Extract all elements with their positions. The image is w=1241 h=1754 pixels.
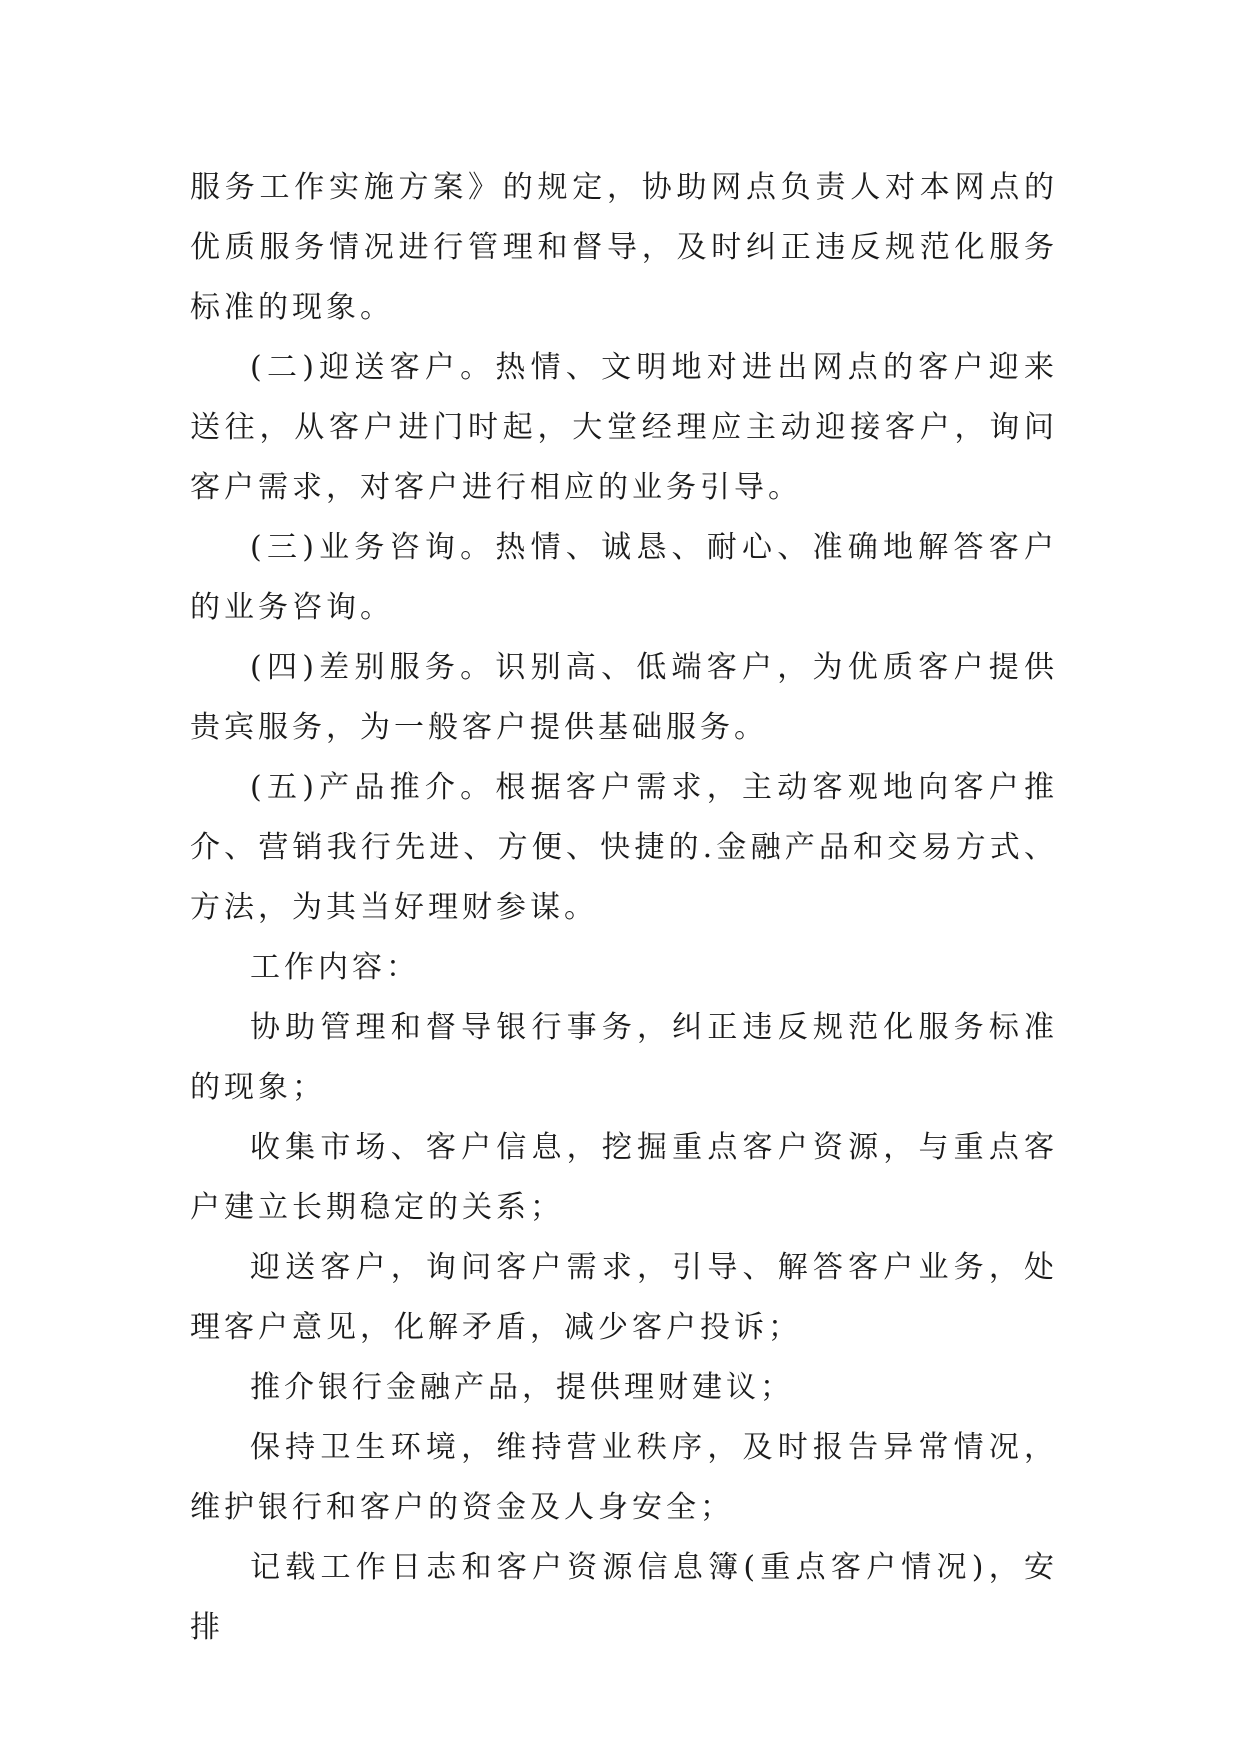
paragraph-duty-collect-info: 收集市场、客户信息，挖掘重点客户资源，与重点客户建立长期稳定的关系； [190, 1130, 1058, 1225]
paragraph-duty-supervision: 协助管理和督导银行事务，纠正违反规范化服务标准的现象； [190, 1010, 1058, 1105]
paragraph-greeting-customers: (二)迎送客户。热情、文明地对进出网点的客户迎来送往，从客户进门时起，大堂经理应主动迎接客户，询问客户需求，对客户进行相应的业务引导。 [190, 350, 1058, 505]
document-body [190, 158, 1058, 1658]
paragraph-duty-order: 保持卫生环境，维持营业秩序，及时报告异常情况，维护银行和客户的资金及人身安全； [190, 1430, 1058, 1525]
paragraph-differentiated-service: (四)差别服务。识别高、低端客户，为优质客户提供贵宾服务，为一般客户提供基础服务。 [190, 650, 1058, 745]
paragraph-duty-greet: 迎送客户，询问客户需求，引导、解答客户业务，处理客户意见，化解矛盾，减少客户投诉； [190, 1250, 1058, 1345]
paragraph-continued: 服务工作实施方案》的规定，协助网点负责人对本网点的优质服务情况进行管理和督导，及时纠正违反规范化服务标准的现象。 [190, 170, 1058, 325]
paragraph-business-consulting: (三)业务咨询。热情、诚恳、耐心、准确地解答客户的业务咨询。 [190, 530, 1058, 625]
paragraph-work-content-heading: 工作内容： [250, 950, 420, 985]
paragraph-duty-recommend: 推介银行金融产品，提供理财建议； [250, 1370, 794, 1405]
paragraph-product-promotion: (五)产品推介。根据客户需求，主动客观地向客户推介、营销我行先进、方便、快捷的.金融产品和交易方式、方法，为其当好理财参谋。 [190, 770, 1058, 925]
paragraph-duty-log: 记载工作日志和客户资源信息簿(重点客户情况)，安排 [190, 1550, 1058, 1645]
